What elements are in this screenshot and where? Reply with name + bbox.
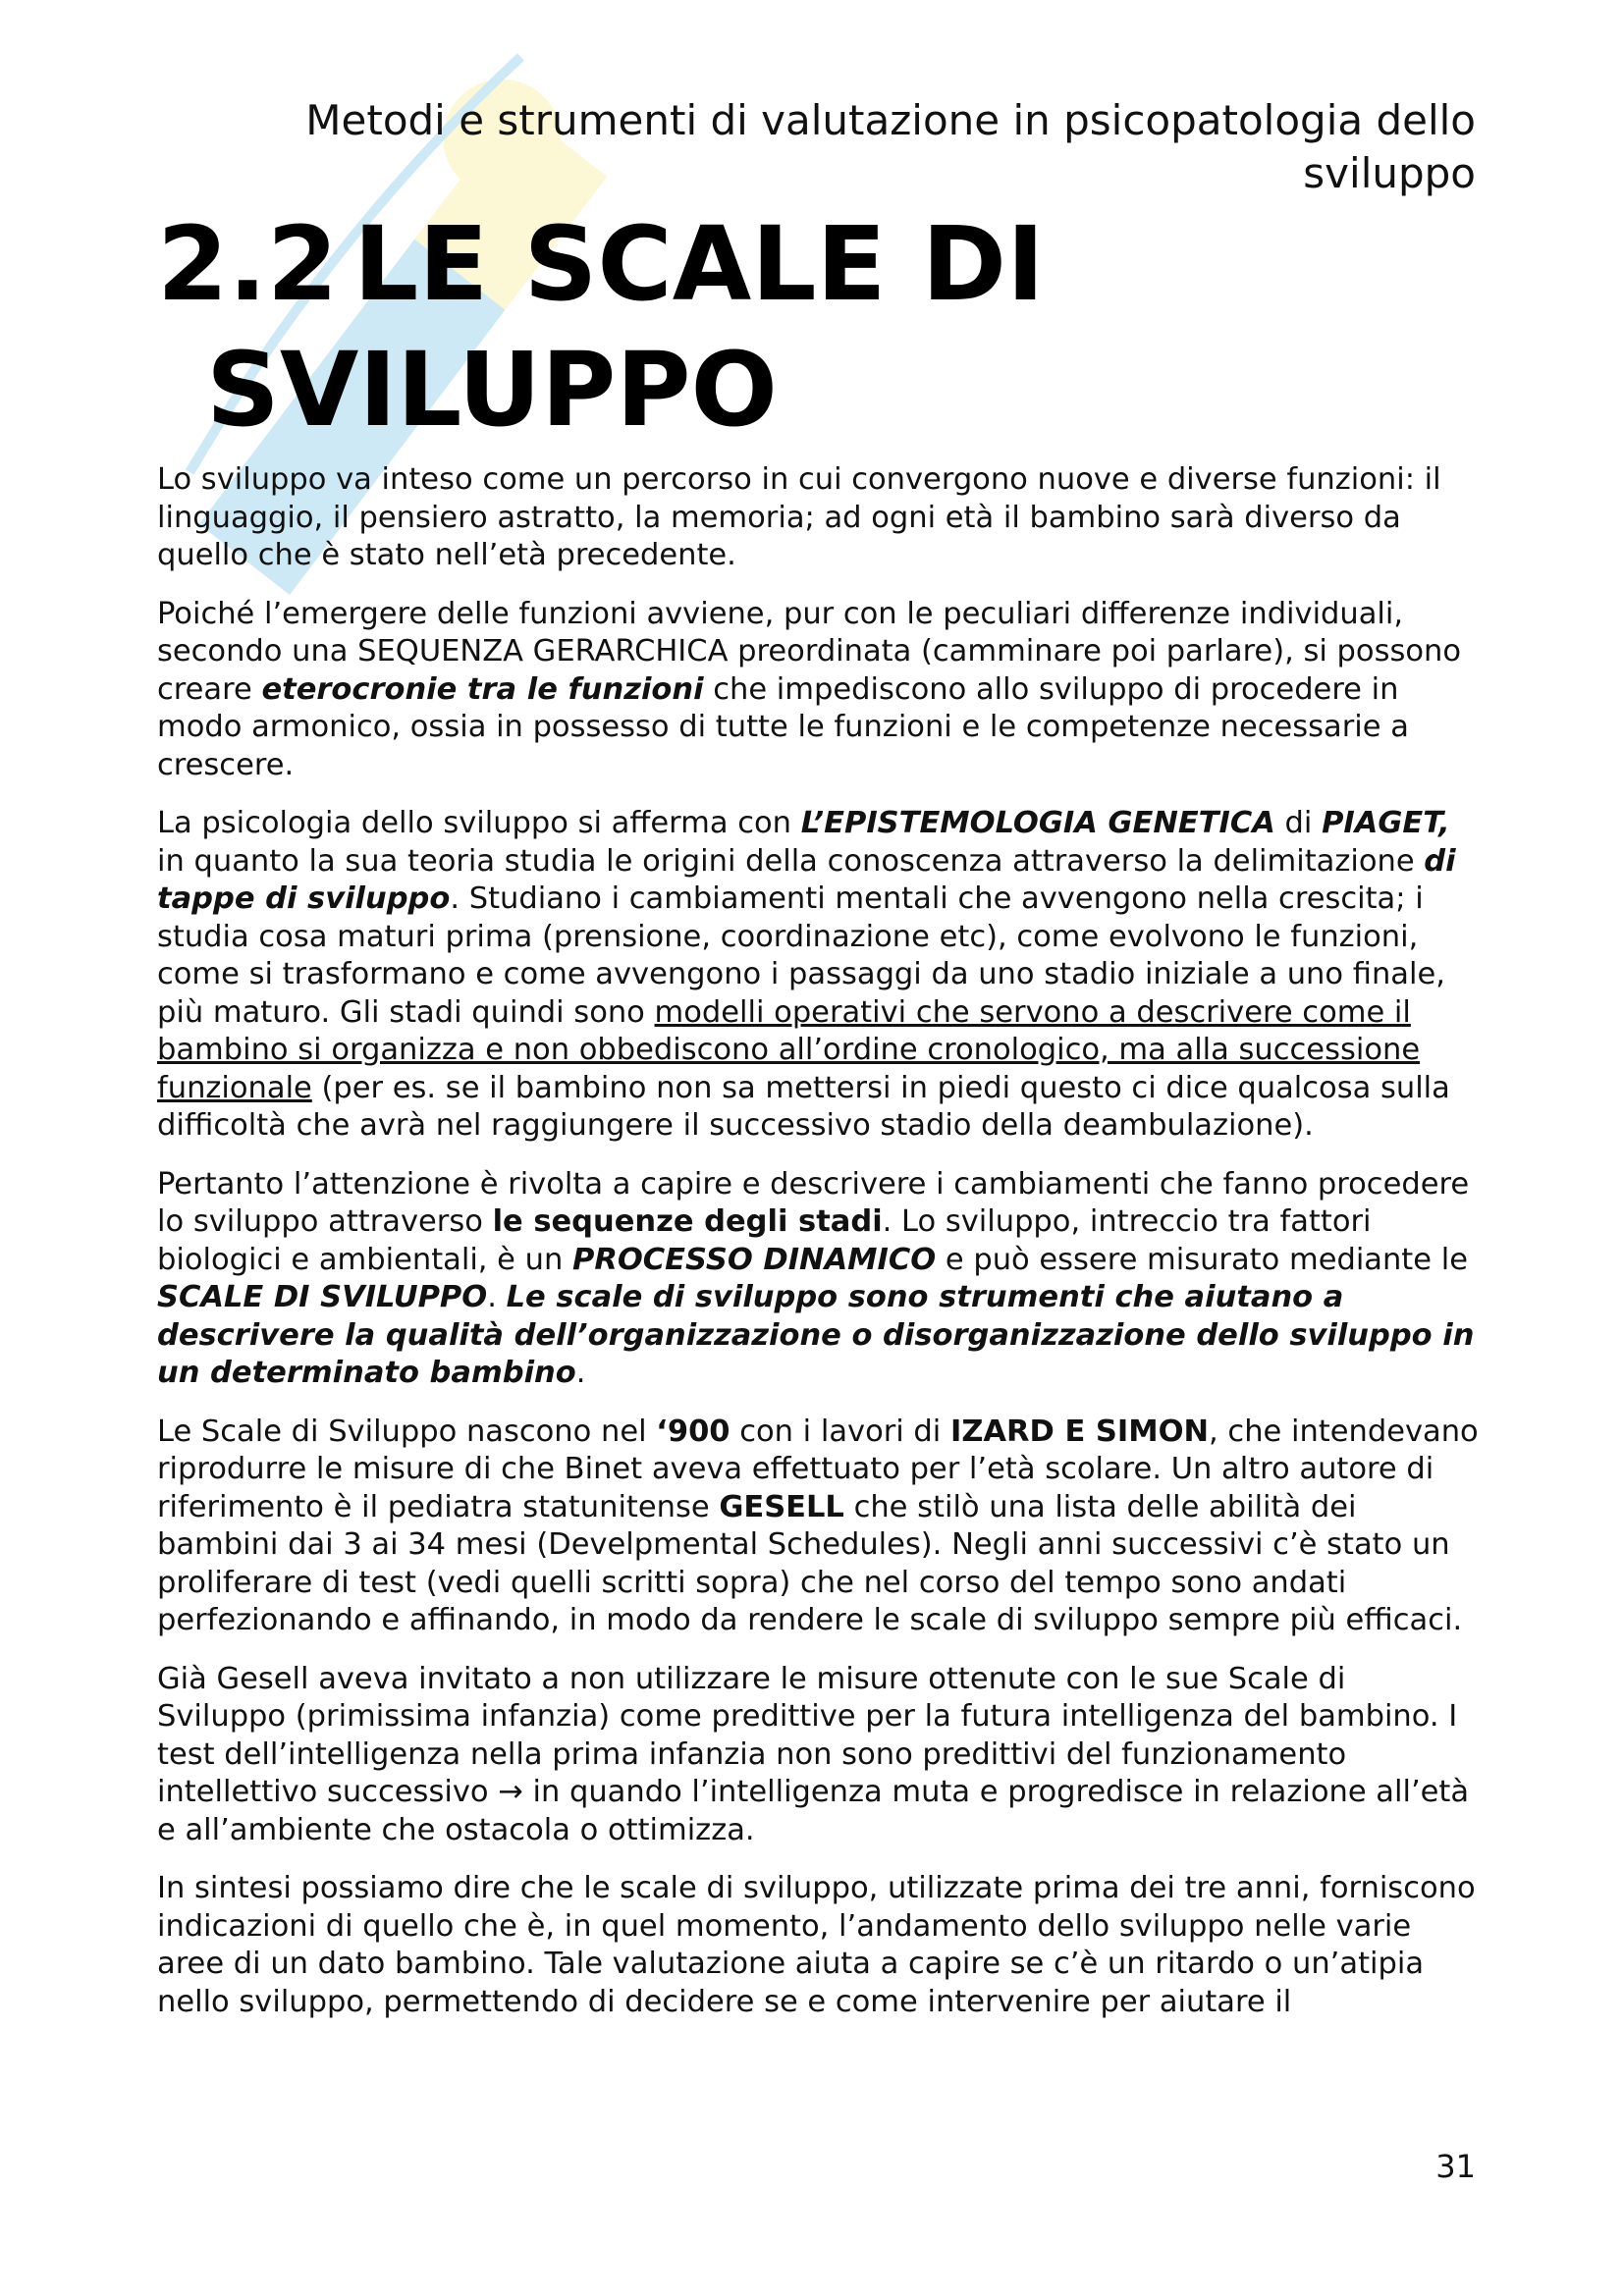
text-span: In sintesi possiamo dire che le scale di sviluppo, utilizzate prima dei tre anni, forniscono indicazioni di quello che è, in quel momento, l’andamento dello sviluppo nelle varie aree di un dato bambino. Tale valutazione aiuta a capire se c’è un ritardo o un’atipia nello sviluppo, permettendo di decidere se e come intervenire per aiutare il [157,1871,1476,2019]
running-header-line1: Metodi e strumenti di valutazione in psicopatologia dello [305,96,1476,144]
text-span: . [487,1280,507,1314]
underlined-text: modelli operativi che servono a descrivere come il bambino si organizza e non obbediscono all’ordine cronologico, ma alla successione funzionale [157,994,1421,1105]
text-span: che impediscono allo sviluppo di procedere in modo armonico, ossia in possesso di tutte le funzioni e le competenze necessarie a crescere. [157,671,1409,782]
paragraph-7 [157,1870,1483,2021]
text-span: (per es. se il bambino non sa mettersi in piedi questo ci dice qualcosa sulla difficoltà che avrà nel raggiungere il successivo stadio della deambulazione). [157,1070,1450,1143]
chapter-title-line2: SVILUPPO [206,330,778,450]
text-span: Lo sviluppo va inteso come un percorso in cui convergono nuove e diverse funzioni: il linguaggio, il pensiero astratto, la memoria; ad ogni età il bambino sarà diverso da quello che è stato nell’età precedente. [157,462,1441,572]
chapter-title-line1: LE SCALE DI [353,204,1045,324]
emphasis-text: L’EPISTEMOLOGIA GENETICA [800,806,1275,840]
emphasis-text: SCALE DI SVILUPPO [157,1280,488,1314]
bold-text: le sequenze degli stadi [492,1204,883,1239]
running-header-line2: sviluppo [1303,149,1476,197]
page-number: 31 [1435,2148,1476,2185]
text-span: La psicologia dello sviluppo si afferma con [157,806,801,840]
text-span: con i lavori di [730,1414,950,1449]
text-span: in quanto la sua teoria studia le origini della conoscenza attraverso la delimitazione [157,843,1425,879]
emphasis-text: PROCESSO DINAMICO [572,1242,937,1277]
text-span: Le Scale di Sviluppo nascono nel [157,1414,657,1449]
paragraph-4 [157,1166,1483,1393]
text-span: Già Gesell aveva invitato a non utilizzare le misure ottenute con le sue Scale di Sviluppo (primissima infanzia) come predittive per la futura intelligenza del bambino. I test dell’intelligenza nella prima infanzia non sono predittivi del funzionamento intellettivo successivo [157,1661,1458,1809]
running-header [101,94,1476,200]
bold-text: IZARD E SIMON [949,1414,1210,1449]
paragraph-5 [157,1414,1483,1640]
paragraph-2 [157,596,1483,785]
emphasis-text: Le scale di sviluppo sono strumenti che aiutano a descrivere la qualità dell’organizzazione o disorganizzazione dello sviluppo in un determinato bambino [157,1280,1475,1390]
text-span: in quando l’intelligenza muta e progredisce in relazione all’età e all’ambiente che ostacola o ottimizza. [157,1775,1470,1847]
paragraph-1 [157,461,1483,575]
chapter-number: 2.2 [157,204,339,324]
text-span: di [1274,806,1323,840]
text-span: e può essere misurato mediante le [936,1242,1468,1277]
body-text [157,461,1483,2042]
text-span: , che intendevano riprodurre le misure di che Binet aveva effettuato per l’età scolare. Un altro autore di riferimento è il pediatra statunitense [157,1414,1479,1524]
emphasis-text: di tappe di sviluppo [157,843,1456,916]
paragraph-6 [157,1661,1483,1850]
text-span: Poiché l’emergere delle funzioni avviene, pur con le peculiari differenze individuali, secondo una SEQUENZA GERARCHICA preordinata (camminare poi parlare), si possono creare [157,596,1462,707]
chapter-title [157,201,1335,453]
paragraph-3 [157,805,1483,1146]
bold-text: ‘900 [656,1414,730,1449]
bold-text: GESELL [719,1489,844,1524]
text-span: . Studiano i cambiamenti mentali che avvengono nella crescita; i studia cosa maturi prima (prensione, coordinazione etc), come evolvono le funzioni, come si trasformano e come avvengono i passaggi da uno stadio iniziale a uno finale, più maturo. Gli stadi quindi sono [157,881,1445,1030]
text-span: che stilò una lista delle abilità dei bambini dai 3 ai 34 mesi (Develpmental Schedules). Negli anni successivi c’è stato un proliferare di test (vedi quelli scritti sopra) che nel corso del tempo sono andati perfezionando e affinando, in modo da rendere le scale di sviluppo sempre più efficaci. [157,1489,1463,1637]
text-span: . Lo sviluppo, intreccio tra fattori biologici e ambientali, è un [157,1204,1372,1277]
emphasis-text: PIAGET, [1322,806,1450,840]
arrow-right-icon: → [498,1775,523,1809]
emphasis-text: eterocronie tra le funzioni [261,671,704,707]
text-span: . [575,1356,586,1390]
text-span: Pertanto l’attenzione è rivolta a capire e descrivere i cambiamenti che fanno procedere lo sviluppo attraverso [157,1166,1470,1239]
